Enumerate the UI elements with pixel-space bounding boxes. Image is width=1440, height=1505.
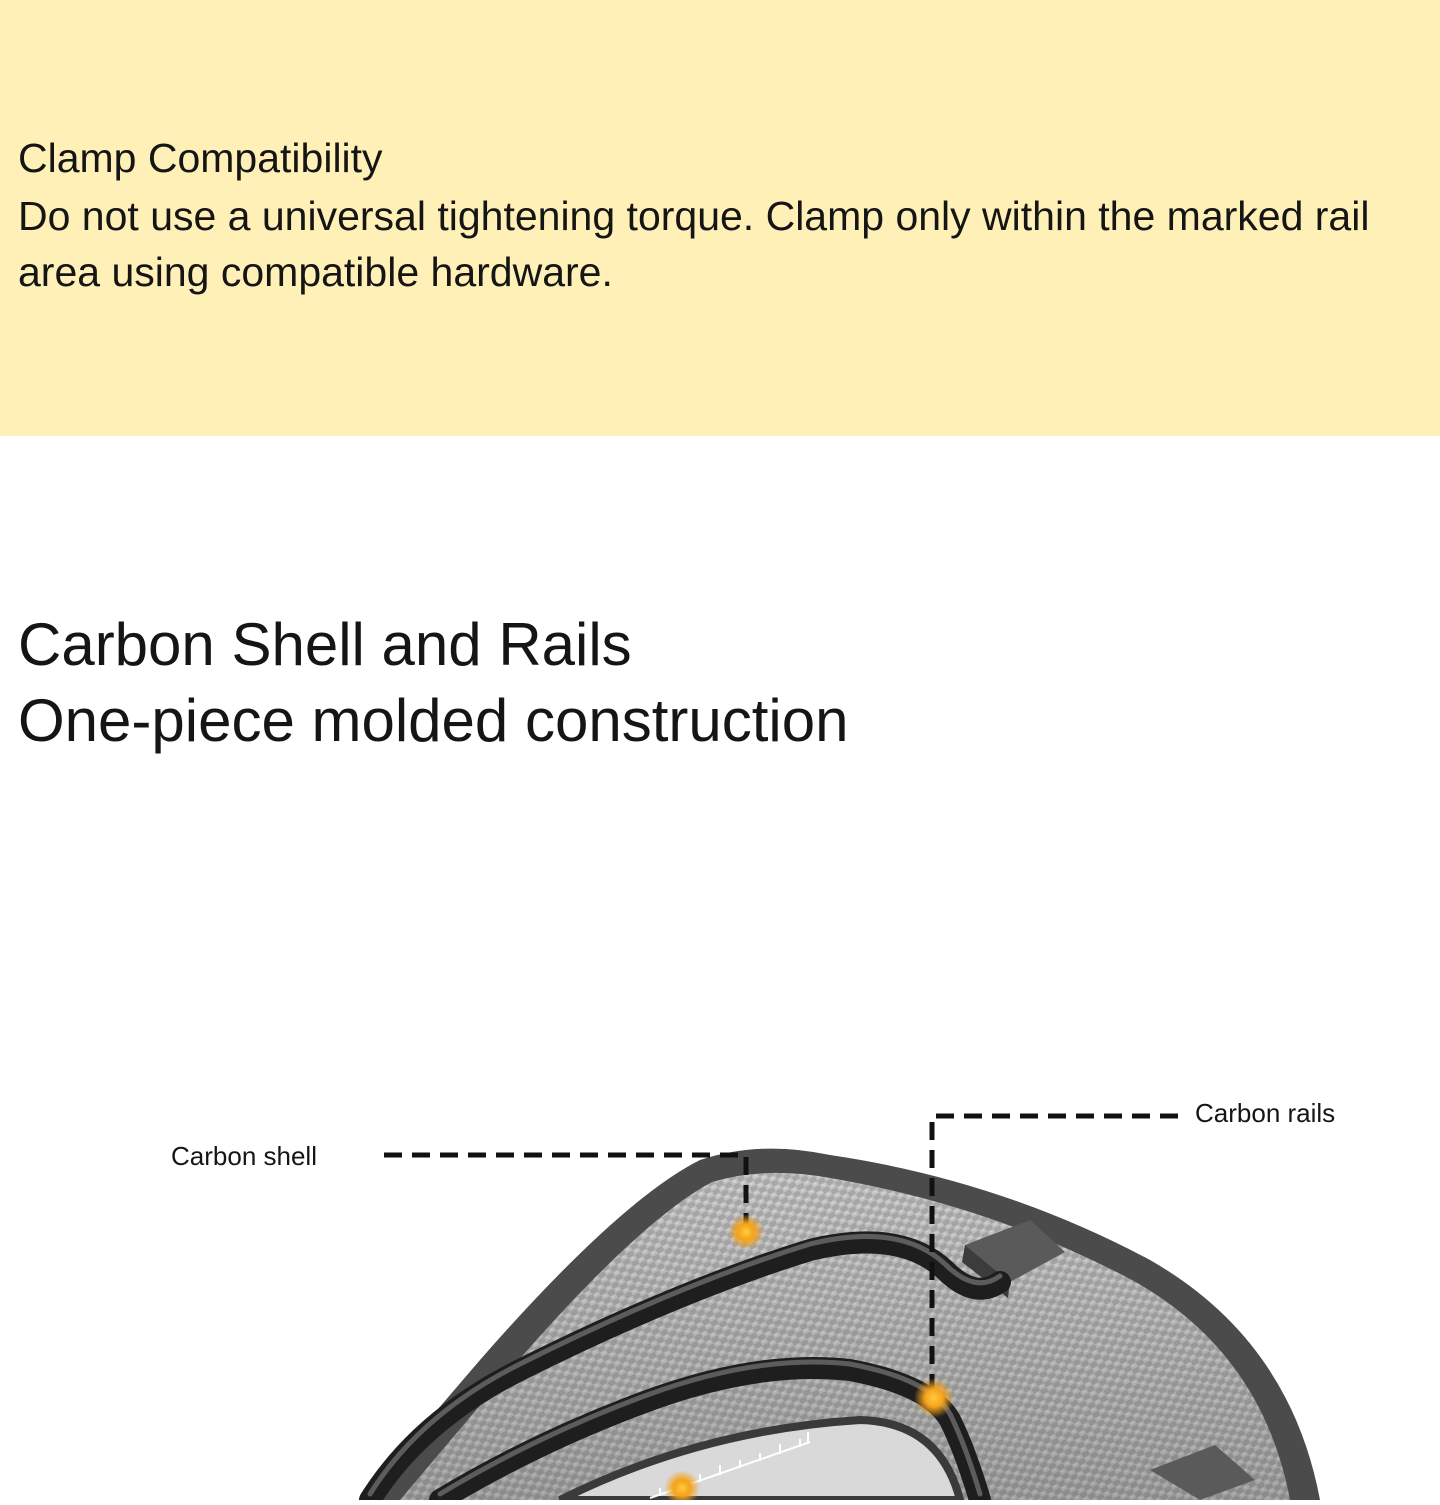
saddle-figure (0, 1060, 1440, 1500)
rails-marker (914, 1378, 954, 1418)
carbon-rails-label: Carbon rails (1195, 1098, 1336, 1128)
shell-marker (728, 1214, 764, 1250)
section-subtitle: One-piece molded construction (18, 687, 849, 754)
notice-title: Clamp Compatibility (18, 135, 383, 181)
notice-body: Do not use a universal tightening torque. Clamp only within the marked rail area using compatible hardware. (18, 193, 1370, 295)
clamp-notice-banner (0, 0, 1440, 436)
carbon-shell-label: Carbon shell (171, 1141, 317, 1171)
section-title: Carbon Shell and Rails (18, 611, 632, 678)
